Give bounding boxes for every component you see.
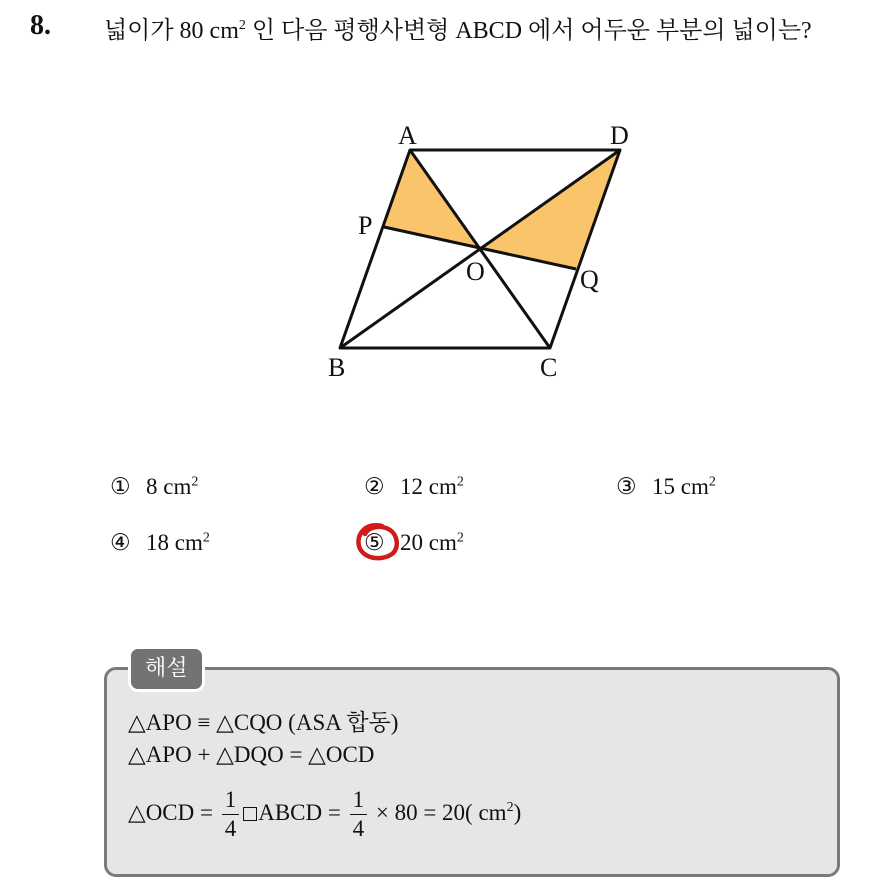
choice-3-exponent: 2 [708,474,716,490]
choice-5-exponent: 2 [456,530,464,546]
explanation-line-2: △APO + △DQO = △OCD [128,742,375,767]
explanation-tag: 해설 [128,646,205,692]
choice-2-marker: ② [364,474,385,499]
question-number: 8. [30,10,51,41]
point-label-q: Q [580,265,599,294]
choice-5[interactable] [364,530,464,556]
choice-2[interactable] [364,474,464,500]
choice-2-value: 12 cm [400,474,457,499]
point-label-o: O [466,257,485,286]
explanation-line-3-mid: ABCD = [258,799,347,825]
question-text-part2: 인 다음 평행사변형 ABCD 에서 어두운 부분의 넓이는? [245,18,812,44]
choice-4-exponent: 2 [202,530,210,546]
parallelogram-figure [300,110,660,390]
choice-5-marker: ⑤ [364,530,385,555]
explanation-line-3-right: × 80 = 20( cm [370,799,507,825]
fraction-a-denominator: 4 [224,816,237,841]
fraction-a-numerator: 1 [222,786,240,815]
answer-circle-mark [352,520,402,564]
choice-3-value: 15 cm [652,474,709,499]
vertex-label-b: B [328,353,346,382]
choice-1-marker: ① [110,474,131,499]
explanation-line-3-end: ) [513,799,522,825]
choice-3[interactable] [616,474,716,500]
explanation-unit-exponent: 2 [506,800,514,816]
choice-1[interactable] [110,474,198,500]
choice-5-value: 20 cm [400,530,457,555]
choice-5-marker-wrap [364,530,400,556]
vertex-label-a: A [398,121,417,150]
choice-3-marker: ③ [616,474,637,499]
choice-4-value: 18 cm [146,530,203,555]
choice-1-exponent: 2 [191,474,199,490]
shaded-triangle-apo [384,150,480,249]
choice-2-exponent: 2 [456,474,464,490]
parallelogram-diagram [300,110,660,390]
explanation-line-1: △APO ≡ △CQO (ASA 합동) [128,710,399,735]
parallelogram-symbol-icon [243,807,257,821]
explanation-box [104,667,840,877]
point-label-p: P [358,211,373,240]
explanation-line-3-left: △OCD = [128,799,219,825]
fraction-b-denominator: 4 [352,816,365,841]
choice-1-value: 8 cm [146,474,192,499]
question-unit-exponent: 2 [238,18,246,33]
vertex-label-d: D [610,121,629,150]
fraction-b-numerator: 1 [350,786,368,815]
explanation-line-3 [128,786,521,843]
fraction-one-quarter-a [222,786,240,843]
vertex-label-c: C [540,353,558,382]
question-text [104,12,874,50]
choice-4-marker: ④ [110,530,131,555]
question-text-part1: 넓이가 80 cm [104,18,239,44]
choice-4[interactable] [110,530,210,556]
fraction-one-quarter-b [350,786,368,843]
